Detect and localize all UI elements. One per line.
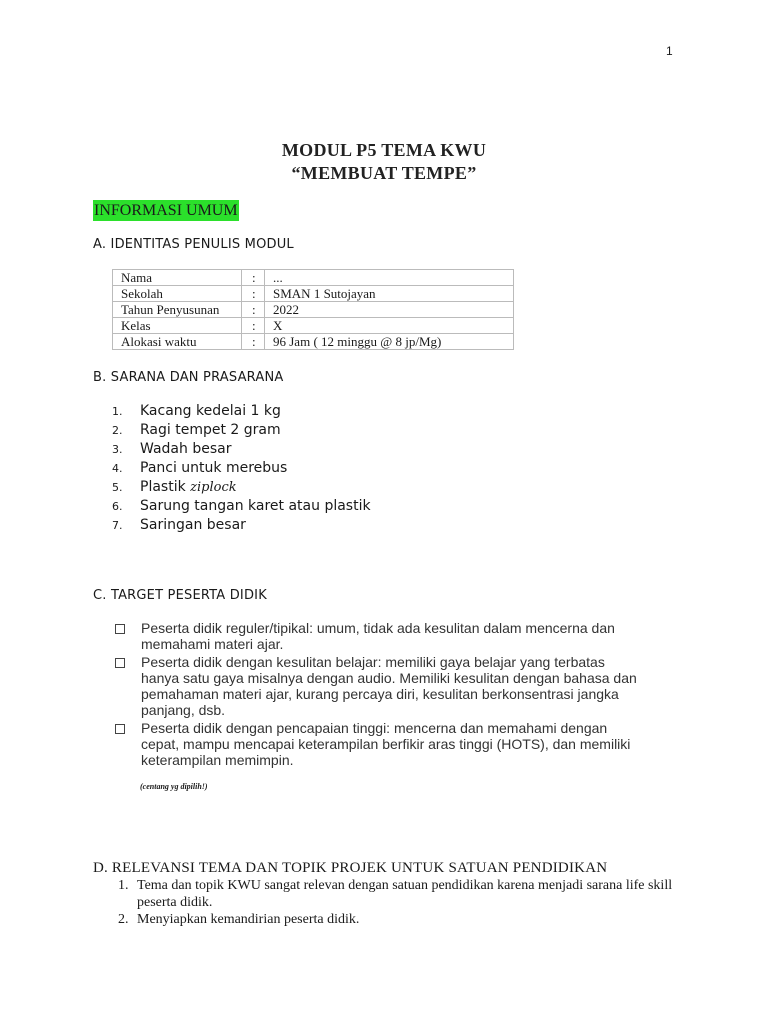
facilities-list — [112, 402, 371, 535]
list-item — [112, 516, 371, 535]
identity-table — [112, 269, 514, 350]
document-title — [0, 139, 768, 185]
list-item — [112, 402, 371, 421]
item-text-italic: ziplock — [190, 480, 237, 495]
section-c-heading: C. TARGET PESERTA DIDIK — [93, 588, 267, 603]
item-text: Wadah besar — [140, 441, 232, 457]
row-separator: : — [242, 334, 265, 350]
row-label: Kelas — [113, 318, 242, 334]
row-value: SMAN 1 Sutojayan — [265, 286, 514, 302]
checkbox-icon[interactable] — [115, 724, 125, 734]
list-item — [112, 497, 371, 516]
target-list — [115, 620, 675, 768]
item-number: 5. — [112, 481, 123, 494]
item-text: Peserta didik reguler/tipikal: umum, tidak ada kesulitan dalam mencerna dan memahami materi ajar. — [141, 620, 615, 652]
checkbox-icon[interactable] — [115, 624, 125, 634]
item-number: 1. — [112, 405, 123, 418]
item-text: Ragi tempet 2 gram — [140, 422, 281, 438]
list-item — [112, 421, 371, 440]
title-line-1: MODUL P5 TEMA KWU — [281, 140, 487, 160]
table-row — [113, 334, 514, 350]
row-value: X — [265, 318, 514, 334]
row-label: Alokasi waktu — [113, 334, 242, 350]
item-text: Saringan besar — [140, 517, 246, 533]
row-label: Tahun Penyusunan — [113, 302, 242, 318]
relevance-list — [118, 877, 688, 928]
item-text: Panci untuk merebus — [140, 460, 288, 476]
list-item — [118, 911, 688, 928]
item-text: Menyiapkan kemandirian peserta didik. — [137, 912, 360, 927]
title-line-2: “MEMBUAT TEMPE” — [291, 163, 477, 183]
list-item — [112, 440, 371, 459]
row-separator: : — [242, 286, 265, 302]
item-text: Tema dan topik KWU sangat relevan dengan satuan pendidikan karena menjadi sarana life skill peserta didik. — [137, 878, 673, 910]
item-text: Peserta didik dengan kesulitan belajar: memiliki gaya belajar yang terbatas hanya satu gaya misalnya dengan audio. Memiliki kesulitan dengan bahasa dan pemahaman materi ajar, kurang percaya diri, kesulitan berkonsentrasi jangka panjang, dsb. — [141, 654, 637, 718]
section-d-heading: D. RELEVANSI TEMA DAN TOPIK PROJEK UNTUK SATUAN PENDIDIKAN — [93, 860, 608, 876]
list-item — [112, 478, 371, 497]
item-number: 7. — [112, 519, 123, 532]
item-number: 6. — [112, 500, 123, 513]
list-item — [115, 720, 675, 768]
item-text: Peserta didik dengan pencapaian tinggi: mencerna dan memahami dengan cepat, mampu mencapai keterampilan berfikir aras tinggi (HOTS), dan memiliki keterampilan memimpin. — [141, 720, 631, 768]
selection-note: (centang yg dipilih!) — [140, 782, 208, 791]
row-value: ... — [265, 270, 514, 286]
section-a-heading: A. IDENTITAS PENULIS MODUL — [93, 237, 294, 252]
item-text: Plastik — [140, 479, 191, 495]
page-number: 1 — [666, 44, 673, 58]
row-separator: : — [242, 318, 265, 334]
table-row — [113, 270, 514, 286]
row-label: Nama — [113, 270, 242, 286]
row-separator: : — [242, 302, 265, 318]
list-item — [115, 620, 675, 652]
info-heading: INFORMASI UMUM — [94, 202, 238, 219]
item-text: Kacang kedelai 1 kg — [140, 403, 281, 419]
list-item — [115, 654, 675, 718]
item-number: 4. — [112, 462, 123, 475]
row-label: Sekolah — [113, 286, 242, 302]
item-number: 3. — [112, 443, 123, 456]
row-separator: : — [242, 270, 265, 286]
item-number: 1. — [118, 878, 129, 893]
item-text: Sarung tangan karet atau plastik — [140, 498, 371, 514]
row-value: 2022 — [265, 302, 514, 318]
item-number: 2. — [112, 424, 123, 437]
item-number: 2. — [118, 912, 129, 927]
checkbox-icon[interactable] — [115, 658, 125, 668]
list-item — [118, 877, 688, 911]
list-item — [112, 459, 371, 478]
table-row — [113, 302, 514, 318]
row-value: 96 Jam ( 12 minggu @ 8 jp/Mg) — [265, 334, 514, 350]
table-row — [113, 318, 514, 334]
table-row — [113, 286, 514, 302]
section-b-heading: B. SARANA DAN PRASARANA — [93, 370, 284, 385]
